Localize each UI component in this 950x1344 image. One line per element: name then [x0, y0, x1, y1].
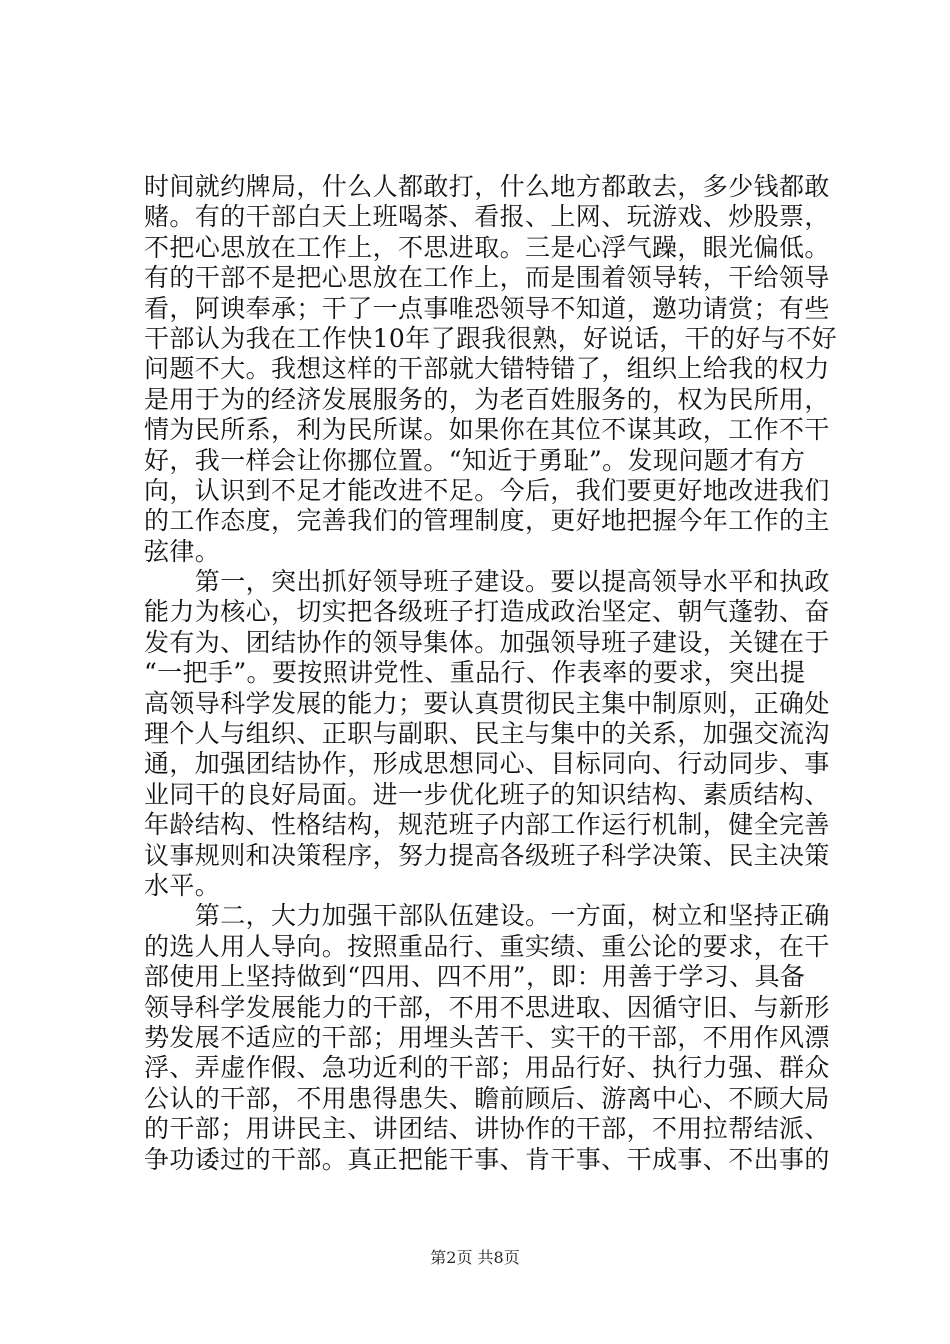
text-line: 时间就约牌局，什么人都敢打，什么地方都敢去，多少钱都敢 — [144, 172, 830, 201]
paragraph-first-line: 第一，突出抓好领导班子建设。要以提高领导水平和执政 — [144, 567, 830, 597]
text-line: 水平。 — [144, 870, 221, 900]
text-line: 赌。有的干部白天上班喝茶、看报、上网、玩游戏、炒股票， — [144, 202, 830, 232]
text-line: 议事规则和决策程序，努力提高各级班子科学决策、民主决策 — [144, 840, 830, 870]
paragraph-first-line: 第二，大力加强干部队伍建设。一方面，树立和坚持正确 — [144, 901, 830, 931]
text-line: 争功诿过的干部。真正把能干事、肯干事、干成事、不出事的 — [144, 1144, 830, 1174]
text-line: 业同干的良好局面。进一步优化班子的知识结构、素质结构、 — [144, 779, 830, 809]
text-line: 干部认为我在工作快10年了跟我很熟，好说话，干的好与不好 — [144, 323, 838, 353]
text-line: 情为民所系，利为民所谋。如果你在其位不谋其政，工作不干 — [144, 415, 830, 445]
text-line: 是用于为的经济发展服务的，为老百姓服务的，权为民所用， — [144, 384, 830, 414]
text-line: 浮、弄虚作假、急功近利的干部；用品行好、执行力强、群众 — [144, 1053, 830, 1083]
text-line: 向，认识到不足才能改进不足。今后，我们要更好地改进我们 — [144, 475, 830, 505]
text-line: 发有为、团结协作的领导集体。加强领导班子建设，关键在于 — [144, 627, 830, 657]
text-line: 年龄结构、性格结构，规范班子内部工作运行机制，健全完善 — [144, 810, 830, 840]
text-line: 势发展不适应的干部；用埋头苦干、实干的干部，不用作风漂 — [144, 1022, 830, 1052]
text-line: 的干部；用讲民主、讲团结、讲协作的干部，不用拉帮结派、 — [144, 1114, 830, 1144]
text-line: 理个人与组织、正职与副职、民主与集中的关系，加强交流沟 — [144, 719, 830, 749]
text-line: 领导科学发展能力的干部，不用不思进取、因循守旧、与新形 — [144, 992, 830, 1022]
text-line: 看，阿谀奉承；干了一点事唯恐领导不知道，邀功请赏；有些 — [144, 293, 830, 323]
text-line: 通，加强团结协作，形成思想同心、目标同向、行动同步、事 — [144, 749, 830, 779]
text-line: 的工作态度，完善我们的管理制度，更好地把握今年工作的主 — [144, 506, 830, 536]
text-line: “一把手”。要按照讲党性、重品行、作表率的要求，突出提 — [144, 658, 806, 688]
text-line: 高领导科学发展的能力；要认真贯彻民主集中制原则，正确处 — [144, 688, 830, 718]
text-line: 能力为核心，切实把各级班子打造成政治坚定、朝气蓬勃、奋 — [144, 597, 830, 627]
text-line: 的选人用人导向。按照重品行、重实绩、重公论的要求，在干 — [144, 931, 830, 961]
text-line: 好，我一样会让你挪位置。“知近于勇耻”。发现问题才有方 — [144, 445, 806, 475]
text-line: 公认的干部，不用患得患失、瞻前顾后、游离中心、不顾大局 — [144, 1083, 830, 1113]
text-line: 问题不大。我想这样的干部就大错特错了，组织上给我的权力 — [144, 354, 830, 384]
text-line: 不把心思放在工作上，不思进取。三是心浮气躁，眼光偏低。 — [144, 232, 830, 262]
document-body — [144, 172, 838, 1175]
text-line: 部使用上坚持做到“四用、四不用”，即：用善于学习、具备 — [144, 962, 806, 992]
text-line: 弦律。 — [144, 536, 221, 566]
page-number-footer: 第2页 共8页 — [430, 1248, 520, 1267]
text-line: 有的干部不是把心思放在工作上，而是围着领导转，干给领导 — [144, 263, 830, 293]
